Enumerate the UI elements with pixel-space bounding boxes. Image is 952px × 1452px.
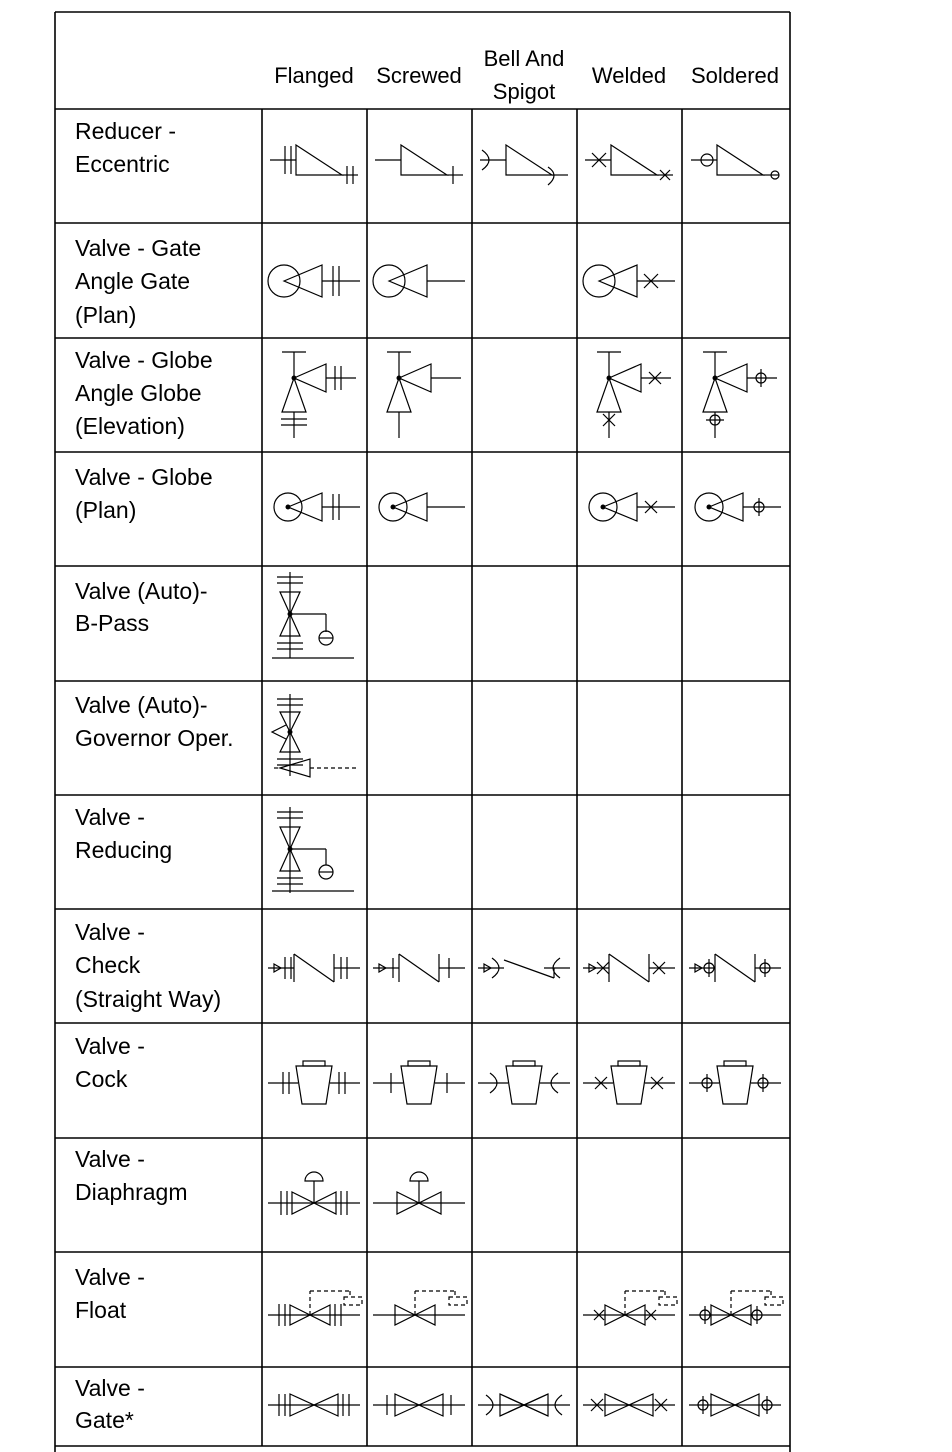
row-label-float-valve: Float	[75, 1297, 127, 1323]
row-label-diaphragm-valve: Diaphragm	[75, 1179, 188, 1205]
angle-gate-valve-plan-flanged-symbol	[268, 265, 360, 297]
diaphragm-valve-flanged-symbol	[268, 1172, 360, 1215]
row-label-reducer-eccentric: Reducer -	[75, 118, 176, 144]
column-header-bell-and-spigot: Spigot	[492, 79, 556, 104]
column-headers	[274, 46, 779, 104]
auto-bypass-valve-flanged-symbol	[272, 572, 354, 658]
row-label-auto-bypass-valve: Valve (Auto)-	[75, 578, 208, 604]
row-label-check-valve-straight-way: Check	[75, 952, 141, 978]
angle-globe-valve-elevation-welded-symbol	[597, 352, 671, 438]
gate-valve-soldered-symbol	[689, 1394, 781, 1416]
row-label-reducer-eccentric: Eccentric	[75, 151, 170, 177]
row-label-angle-globe-valve-elevation: (Elevation)	[75, 413, 185, 439]
row-label-angle-gate-valve-plan: Angle Gate	[75, 268, 191, 294]
row-label-reducing-valve: Reducing	[75, 837, 173, 863]
angle-globe-valve-elevation-flanged-symbol	[281, 352, 356, 438]
column-header-soldered: Soldered	[690, 63, 780, 88]
reducer-eccentric-welded-symbol	[585, 145, 673, 180]
reducer-eccentric-bell-and-spigot-symbol	[480, 145, 568, 185]
check-valve-straight-way-flanged-symbol	[268, 954, 360, 982]
float-valve-welded-symbol	[583, 1291, 677, 1325]
angle-globe-valve-elevation-soldered-symbol	[703, 352, 777, 438]
row-label-check-valve-straight-way: Valve -	[75, 919, 145, 945]
cock-valve-welded-symbol	[583, 1061, 675, 1104]
row-label-cock-valve: Valve -	[75, 1033, 145, 1059]
globe-valve-plan-flanged-symbol	[274, 493, 360, 521]
angle-gate-valve-plan-screwed-symbol	[373, 265, 465, 297]
row-label-reducing-valve: Valve -	[75, 804, 145, 830]
row-label-check-valve-straight-way: (Straight Way)	[75, 986, 222, 1012]
float-valve-screwed-symbol	[373, 1291, 467, 1325]
column-header-welded: Welded	[591, 63, 667, 88]
row-label-angle-gate-valve-plan: Valve - Gate	[75, 235, 202, 261]
row-label-globe-valve-plan: Valve - Globe	[75, 464, 213, 490]
row-label-cock-valve: Cock	[75, 1066, 128, 1092]
float-valve-soldered-symbol	[689, 1291, 783, 1325]
diaphragm-valve-screwed-symbol	[373, 1172, 465, 1214]
gate-valve-welded-symbol	[583, 1394, 675, 1416]
row-label-angle-globe-valve-elevation: Valve - Globe	[75, 347, 213, 373]
globe-valve-plan-screwed-symbol	[379, 493, 465, 521]
cock-valve-bell-and-spigot-symbol	[478, 1061, 570, 1104]
globe-valve-plan-soldered-symbol	[695, 493, 781, 521]
column-header-flanged: Flanged	[274, 63, 354, 88]
cock-valve-flanged-symbol	[268, 1061, 360, 1104]
row-label-gate-valve: Gate*	[75, 1407, 134, 1433]
check-valve-straight-way-soldered-symbol	[689, 954, 781, 982]
reducing-valve-flanged-symbol	[272, 807, 354, 893]
row-label-auto-bypass-valve: B-Pass	[75, 610, 150, 636]
column-header-screwed: Screwed	[376, 63, 462, 88]
column-header-bell-and-spigot: Bell And	[483, 46, 565, 71]
row-label-auto-governor-operated-valve: Valve (Auto)-	[75, 692, 208, 718]
row-labels	[75, 118, 234, 1433]
row-label-globe-valve-plan: (Plan)	[75, 497, 137, 523]
globe-valve-plan-welded-symbol	[589, 493, 675, 521]
gate-valve-screwed-symbol	[373, 1394, 465, 1416]
auto-governor-operated-valve-flanged-symbol	[272, 694, 356, 777]
row-label-gate-valve: Valve -	[75, 1375, 145, 1401]
row-label-angle-globe-valve-elevation: Angle Globe	[75, 380, 202, 406]
gate-valve-flanged-symbol	[268, 1394, 360, 1416]
check-valve-straight-way-bell-and-spigot-symbol	[478, 958, 570, 978]
row-label-auto-governor-operated-valve: Governor Oper.	[75, 725, 234, 751]
cock-valve-soldered-symbol	[689, 1061, 781, 1104]
symbol-cells	[268, 145, 783, 1416]
gate-valve-bell-and-spigot-symbol	[478, 1394, 570, 1416]
reducer-eccentric-soldered-symbol	[691, 145, 779, 179]
row-label-angle-gate-valve-plan: (Plan)	[75, 302, 137, 328]
check-valve-straight-way-screwed-symbol	[373, 954, 465, 982]
cock-valve-screwed-symbol	[373, 1061, 465, 1104]
check-valve-straight-way-welded-symbol	[583, 954, 675, 982]
row-label-float-valve: Valve -	[75, 1264, 145, 1290]
angle-gate-valve-plan-welded-symbol	[583, 265, 675, 297]
angle-globe-valve-elevation-screwed-symbol	[387, 352, 461, 438]
float-valve-flanged-symbol	[268, 1291, 362, 1326]
reducer-eccentric-flanged-symbol	[270, 145, 358, 184]
row-label-diaphragm-valve: Valve -	[75, 1146, 145, 1172]
reducer-eccentric-screwed-symbol	[375, 145, 463, 184]
